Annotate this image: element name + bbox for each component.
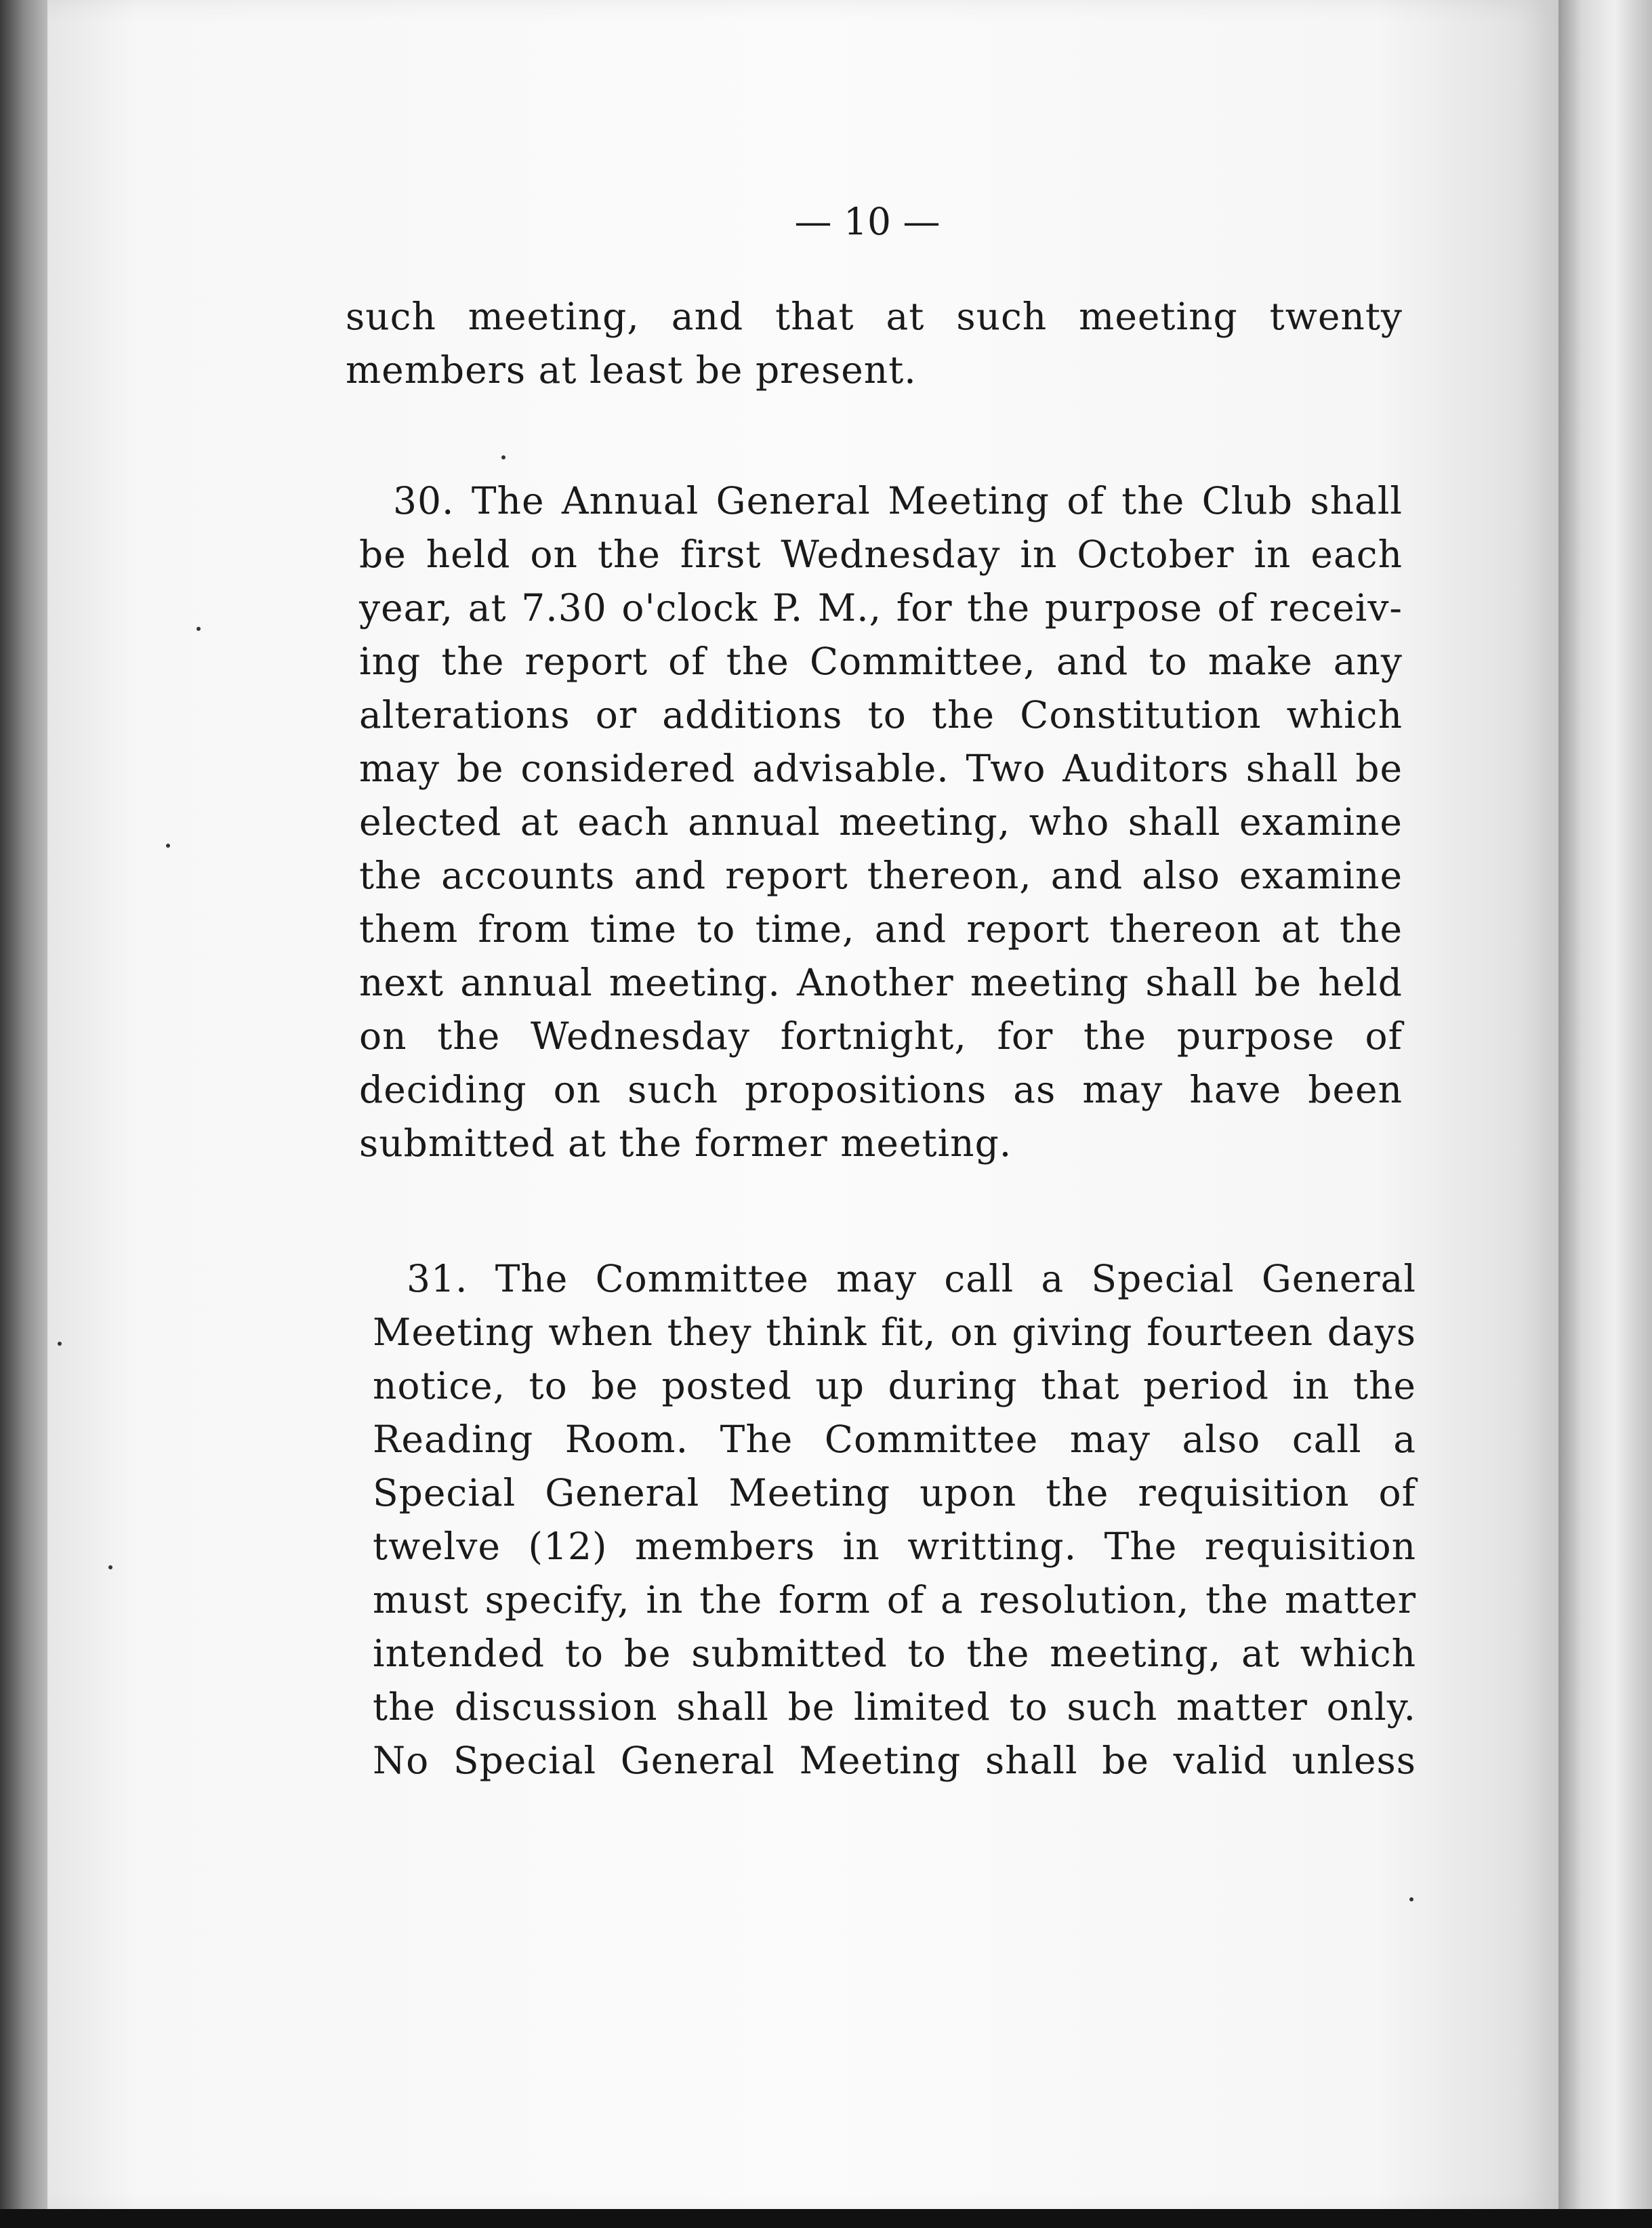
text-line: alterations or additions to the Constitution which — [359, 693, 1403, 737]
ink-speck — [501, 455, 505, 459]
bottom-edge — [0, 2209, 1652, 2228]
text-line: submitted at the former meeting. — [359, 1121, 1012, 1165]
text-line: members at least be present. — [346, 348, 917, 392]
text-line: Meeting when they think fit, on giving fourteen days — [373, 1311, 1416, 1354]
text-line: notice, to be posted up during that period in the — [373, 1364, 1416, 1407]
text-line: deciding on such propositions as may have been — [359, 1068, 1403, 1111]
ink-speck — [1409, 1897, 1413, 1901]
text-line: 31. The Committee may call a Special General — [407, 1257, 1416, 1300]
text-line: twelve (12) members in writting. The requisition — [373, 1525, 1416, 1568]
text-line: ing the report of the Committee, and to make any — [359, 640, 1403, 683]
ink-speck — [58, 1342, 62, 1346]
text-line: Reading Room. The Committee may also call a — [373, 1418, 1416, 1461]
text-line: intended to be submitted to the meeting, at which — [373, 1632, 1416, 1675]
text-line: elected at each annual meeting, who shall examine — [359, 800, 1403, 844]
ink-speck — [197, 627, 201, 631]
text-line: 30. The Annual General Meeting of the Club shall — [393, 479, 1403, 522]
ink-speck — [166, 844, 170, 848]
ink-speck — [108, 1565, 112, 1569]
text-line: such meeting, and that at such meeting twenty — [346, 295, 1403, 338]
text-line: Special General Meeting upon the requisition of — [373, 1471, 1416, 1514]
text-line: them from time to time, and report thereon at the — [359, 907, 1403, 951]
right-page-edge — [1558, 0, 1652, 2228]
text-line: may be considered advisable. Two Auditors shall be — [359, 747, 1403, 790]
paragraph-continuation — [346, 290, 1403, 397]
text-line: the discussion shall be limited to such matter only. — [373, 1685, 1416, 1729]
text-line: must specify, in the form of a resolution, the matter — [373, 1578, 1416, 1622]
text-line: on the Wednesday fortnight, for the purpose of — [359, 1014, 1403, 1058]
text-line: be held on the first Wednesday in October in each — [359, 533, 1403, 576]
paragraph-article-31 — [373, 1252, 1416, 1788]
text-line: next annual meeting. Another meeting shall be held — [359, 961, 1403, 1004]
text-line: No Special General Meeting shall be valid unless — [373, 1739, 1416, 1782]
page-number: — 10 — — [794, 200, 941, 243]
text-line: year, at 7.30 o'clock P. M., for the purpose of receiv- — [359, 586, 1403, 630]
paragraph-article-30 — [359, 474, 1403, 1170]
text-line: the accounts and report thereon, and also examine — [359, 854, 1403, 897]
